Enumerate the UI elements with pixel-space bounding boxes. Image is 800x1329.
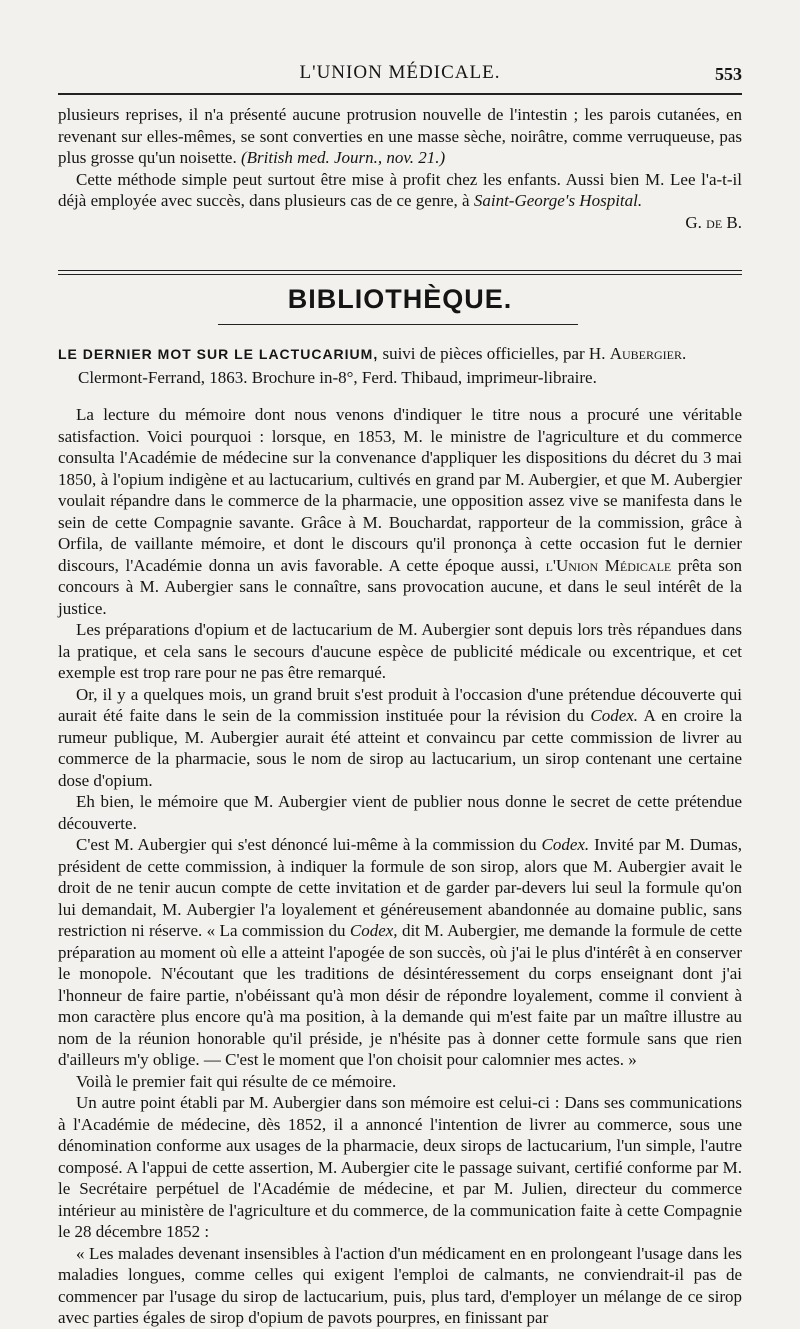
citation: (British med. Journ., (240, 148, 383, 167)
body-paragraph-2: Les préparations d'opium et de lactucarium de M. Aubergier sont depuis lors très répandues dans la pratique, et cela sans le secours d'aucune espèce de publicité médicale ou excentrique, et cet exemple est trop rare pour ne pas être remarqué. (58, 620, 742, 682)
body-paragraph-1: La lecture du mémoire dont nous venons d'indiquer le titre nous a procuré une véritable satisfaction. Voici pourquoi : lorsque, en 1853, M. le ministre de l'agriculture et du commerce consulta l'Académie de médecine sur la convenance d'appliquer les dispositions du décret du 3 mai 1850, à l'opium indigène et au lactucarium, cultivés en grand par M. Aubergier, et que M. Aubergier voulait répandre dans le commerce de la pharmacie, une opposition assez vive se manifesta dans le sein de cette Compagnie savante. Grâce à M. Bouchardat, rapporteur de la commission, grâce à Orfila, de vaillante mémoire, et dont le discours qu'il prononça à cette occasion fut le dernier discours, l'Académie donna un avis favorable. A cette époque aussi, l'Union Médicale prêta son concours à M. Aubergier sans le connaître, sans provocation aucune, et dans le seul intérêt de la justice. (58, 405, 742, 618)
title-underline (218, 324, 578, 325)
header-rule (58, 93, 742, 95)
journal-title: L'UNION MÉDICALE. (299, 62, 501, 83)
body-paragraph-6: Voilà le premier fait qui résulte de ce mémoire. (76, 1071, 397, 1091)
section-rule-bottom (58, 274, 742, 275)
book-reference (58, 342, 742, 389)
section-title: BIBLIOTHÈQUE. (287, 284, 513, 314)
intro-paragraph-1: plusieurs reprises, il n'a présenté aucune protrusion nouvelle de l'intestin ; les parois cutanées, en revenant sur elles-mêmes, se sont converties en une masse sèche, noirâtre, comme verruqueuse, pas plus grosse qu'un noisette. (British med. Journ., nov. 21.) (58, 105, 742, 167)
body-paragraph-7: Un autre point établi par M. Aubergier dans son mémoire est celui-ci : Dans ses communications à l'Académie de médecine, dès 1852, il a annoncé l'intention de livrer au commerce, sous une dénomination conforme aux usages de la pharmacie, deux sirops de lactucarium, l'un simple, l'autre composé. A l'appui de cette assertion, M. Aubergier cite le passage suivant, certifié conforme par M. le Secrétaire perpétuel de l'Académie de médecine, et par M. Julien, directeur du commerce intérieur au ministère de l'agriculture et du commerce, de la communication faite à cette Compagnie le 28 décembre 1852 : (58, 1093, 742, 1241)
book-title: LE DERNIER MOT SUR LE LACTUCARIUM, (58, 346, 379, 362)
review-body (58, 404, 742, 1329)
journal-name: l'Union Médicale (545, 555, 672, 575)
book-author: Aubergier. (609, 344, 687, 363)
hospital-name: Saint-George's Hospital. (473, 191, 643, 210)
intro-paragraph-2: Cette méthode simple peut surtout être mise à profit chez les enfants. Aussi bien M. Lee l'a-t-il déjà employée avec succès, dans plusieurs cas de ce genre, à Saint-George's Hospital. (58, 169, 742, 210)
running-header (58, 58, 742, 88)
citation-end: nov. 21.) (386, 148, 446, 167)
body-paragraph-4: Eh bien, le mémoire que M. Aubergier vient de publier nous donne le secret de cette prétendue découverte. (58, 792, 742, 833)
page-number: 553 (715, 64, 742, 84)
body-paragraph-5: C'est M. Aubergier qui s'est dénoncé lui-même à la commission du Codex. Invité par M. Dumas, président de cette commission, à indiquer la formule de son sirop, alors que M. Aubergier avait le droit de ne tenir aucun compte de cette invitation et de garder par-devers lui seul la formule qu'on lui demandait, M. Aubergier l'a loyalement et généreusement abandonnée au domaine public, sans restriction ni réserve. « La commission du Codex, dit M. Aubergier, me demande la formule de cette préparation au moment où elle a atteint l'apogée de son succès, où j'ai le plus d'intérêt à en conserver le monopole. N'écoutant que les traditions de désintéressement du corps enseignant dont j'ai l'honneur de faire partie, n'obéissant qu'à mon désir de répondre loyalement, comme il convient à mon caractère plus encore qu'à ma position, à la demande qui m'est faite par un maître illustre au nom de la réunion honorable qu'il préside, je n'hésite pas à donner cette formule sans que rien d'ailleurs m'y oblige. — C'est le moment que l'on choisit pour calomnier mes actes. » (58, 835, 743, 1069)
section-rule-top (58, 270, 742, 271)
body-paragraph-8: « Les malades devenant insensibles à l'action d'un médicament en en prolongeant l'usage dans les maladies longues, comme celles qui exigent l'emploi de calmants, ne conviendrait-il pas de commencer par l'usage du sirop de lactucarium, puis, plus tard, d'employer un mélange de ce sirop avec parties égales de sirop d'opium de pavots pourpres, en finissant par (58, 1243, 742, 1327)
body-paragraph-3: Or, il y a quelques mois, un grand bruit s'est produit à l'occasion d'une prétendue découverte qui aurait été faite dans le sein de la commission instituée pour la révision du Codex. A en croire la rumeur publique, M. Aubergier aurait été atteint et convaincu par cette commission de livrer au commerce de la pharmacie, sous le nom de sirop au lactucarium, un sirop contenant une certaine dose d'opium. (58, 684, 743, 790)
signature: G. de B. (685, 212, 742, 232)
intro-text (58, 104, 742, 233)
book-title-line: LE DERNIER MOT SUR LE LACTUCARIUM, suivi de pièces officielles, par H. Aubergier. (58, 344, 687, 363)
book-imprint: Clermont-Ferrand, 1863. Brochure in-8°, Ferd. Thibaud, imprimeur-libraire. (78, 368, 597, 387)
